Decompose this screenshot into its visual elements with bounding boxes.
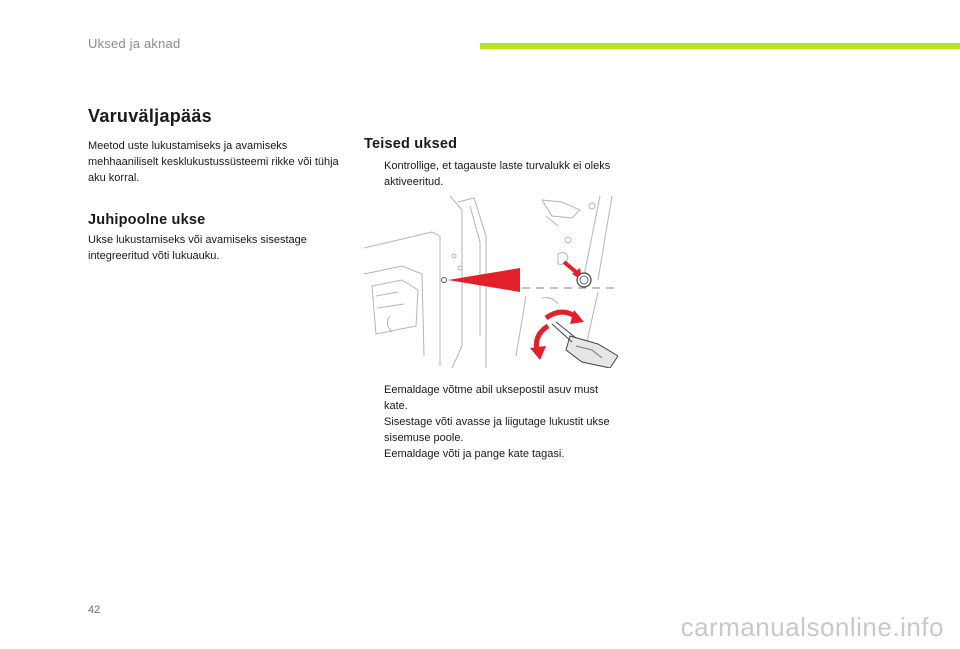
driver-door-heading: Juhipoolne ukse [88, 212, 206, 228]
page-title: Varuväljapääs [88, 106, 212, 126]
other-doors-heading: Teised uksed [364, 136, 458, 152]
section-header-accent-bar [480, 43, 960, 49]
bullet-remove-key [364, 446, 624, 462]
driver-door-text: Ukse lukustamiseks või avamiseks sisestage integreeritud võti lukuauku. [88, 234, 307, 262]
page-number: 42 [88, 604, 101, 616]
bullet-text: Sisestage võti avasse ja liigutage lukustit ukse sisemuse poole. [384, 416, 610, 444]
bullet-text: Eemaldage võti ja pange kate tagasi. [384, 448, 565, 460]
door-lock-key-icon [362, 196, 618, 368]
bullet-insert-key [364, 414, 624, 446]
watermark: carmanualsonline.info [680, 612, 944, 642]
bullet-text: Kontrollige, et tagauste laste turvalukk ei oleks aktiveeritud. [384, 160, 611, 188]
bullet-check-child-lock [364, 158, 624, 190]
door-lock-key-illustration [362, 196, 618, 368]
section-header-title: Uksed ja aknad [88, 36, 181, 51]
bullet-text: Eemaldage võtme abil uksepostil asuv must kate. [384, 384, 598, 412]
intro-paragraph: Meetod uste lukustamiseks ja avamiseks mehhaaniliselt kesklukustussüsteemi rikke või tühja aku korral. [88, 140, 339, 184]
bullet-remove-cover [364, 382, 624, 414]
